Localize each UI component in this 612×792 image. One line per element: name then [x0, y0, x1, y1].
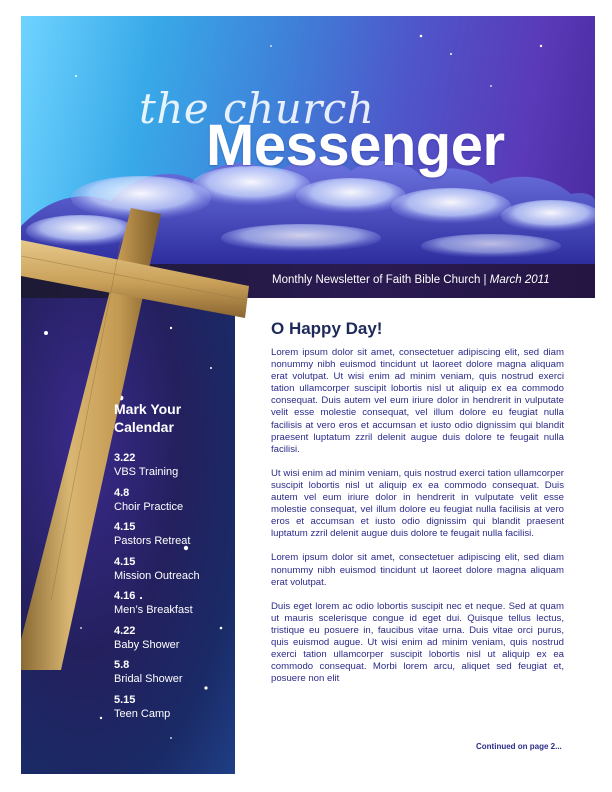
calendar-event: VBS Training — [114, 466, 179, 478]
calendar-date: 4.8 — [114, 486, 130, 499]
calendar-item — [114, 590, 234, 625]
calendar-date: 4.16 — [114, 590, 136, 602]
calendar-date: 4.22 — [114, 624, 136, 637]
calendar-event: Teen Camp — [114, 707, 171, 720]
calendar-date: 5.8 — [114, 659, 130, 671]
calendar-item — [114, 556, 234, 591]
article-paragraph: Duis eget lorem ac odio lobortis suscipit nec et neque. Sed at quam ut mauris scelerisque congue id eget dui. Quisque tellus lectus, tristique eu posuere in, faucibus vitae urna. Duis vitae orci purus, quis euismod augue. Ut wisi enim ad minim veniam, quis nostrud exerci tation ullamcorper suscipit lobortis nisl ut aliquip ex ea commodo consequat. Morbi lorem arcu, aliquet sed feugiat et, posuere non elit — [271, 600, 564, 685]
calendar-date: 4.15 — [114, 555, 136, 568]
calendar-item — [114, 659, 234, 694]
calendar-title: Mark Your Calendar — [114, 401, 182, 435]
continued-link[interactable]: Continued on page 2... — [476, 742, 562, 751]
calendar-event: Mission Outreach — [114, 569, 200, 582]
calendar-date: 5.15 — [114, 693, 136, 706]
calendar-event: Men’s Breakfast — [114, 604, 193, 616]
calendar-event: Bridal Shower — [114, 673, 183, 685]
calendar-date: 4.15 — [114, 521, 136, 533]
article-body — [271, 347, 564, 697]
calendar-list — [114, 452, 234, 728]
calendar-item — [114, 487, 234, 522]
article-paragraph: Ut wisi enim ad minim veniam, quis nostrud exerci tation ullamcorper suscipit lobortis nisl ut aliquip ex ea commodo consequat. Duis autem vel eum iriure dolor in hendrerit in vulputate velit esse molestie consequat, vel illum dolore eu feugiat nulla facilisis at vero eros et accumsan et iusto odio dignissim qui blandit praesent luptatum zzril delenit augue duis dolore te feugait nulla facilisi. — [271, 467, 564, 540]
article-paragraph: Lorem ipsum dolor sit amet, consectetuer adipiscing elit, sed diam nonummy nibh euismod tincidunt ut laoreet dolore magna aliquam erat volutpat. — [271, 552, 564, 588]
subtitle-label: Monthly Newsletter of Faith Bible Church | — [272, 274, 490, 286]
calendar-item — [114, 521, 234, 556]
calendar-event: Baby Shower — [114, 638, 180, 651]
article-headline: O Happy Day! — [271, 319, 383, 338]
masthead-main-title: Messenger — [206, 113, 505, 178]
issue-date: March 2011 — [489, 274, 550, 286]
calendar-date: 3.22 — [114, 452, 136, 464]
calendar-event: Choir Practice — [114, 500, 184, 513]
article-paragraph: Lorem ipsum dolor sit amet, consectetuer adipiscing elit, sed diam nonummy nibh euismod tincidunt ut laoreet dolore magna aliquam erat volutpat. Ut wisi enim ad minim veniam, quis nostrud exerci tation ullamcorper suscipit lobortis nisl ut aliquip ex ea commodo consequat. Duis autem vel eum iriure dolor in hendrerit in vulputate velit esse molestie consequat, vel illum dolore eu feugiat nulla facilisis at vero eros et accumsan et iusto odio dignissim qui blandit praesent luptatum zzril delenit augue duis dolore te feugait nulla facilisi. — [271, 347, 564, 455]
subtitle-text — [272, 274, 550, 286]
calendar-event: Pastors Retreat — [114, 535, 191, 547]
calendar-item — [114, 452, 234, 487]
masthead-script-title: the church — [139, 84, 375, 133]
calendar-item — [114, 694, 234, 729]
calendar-item — [114, 625, 234, 660]
